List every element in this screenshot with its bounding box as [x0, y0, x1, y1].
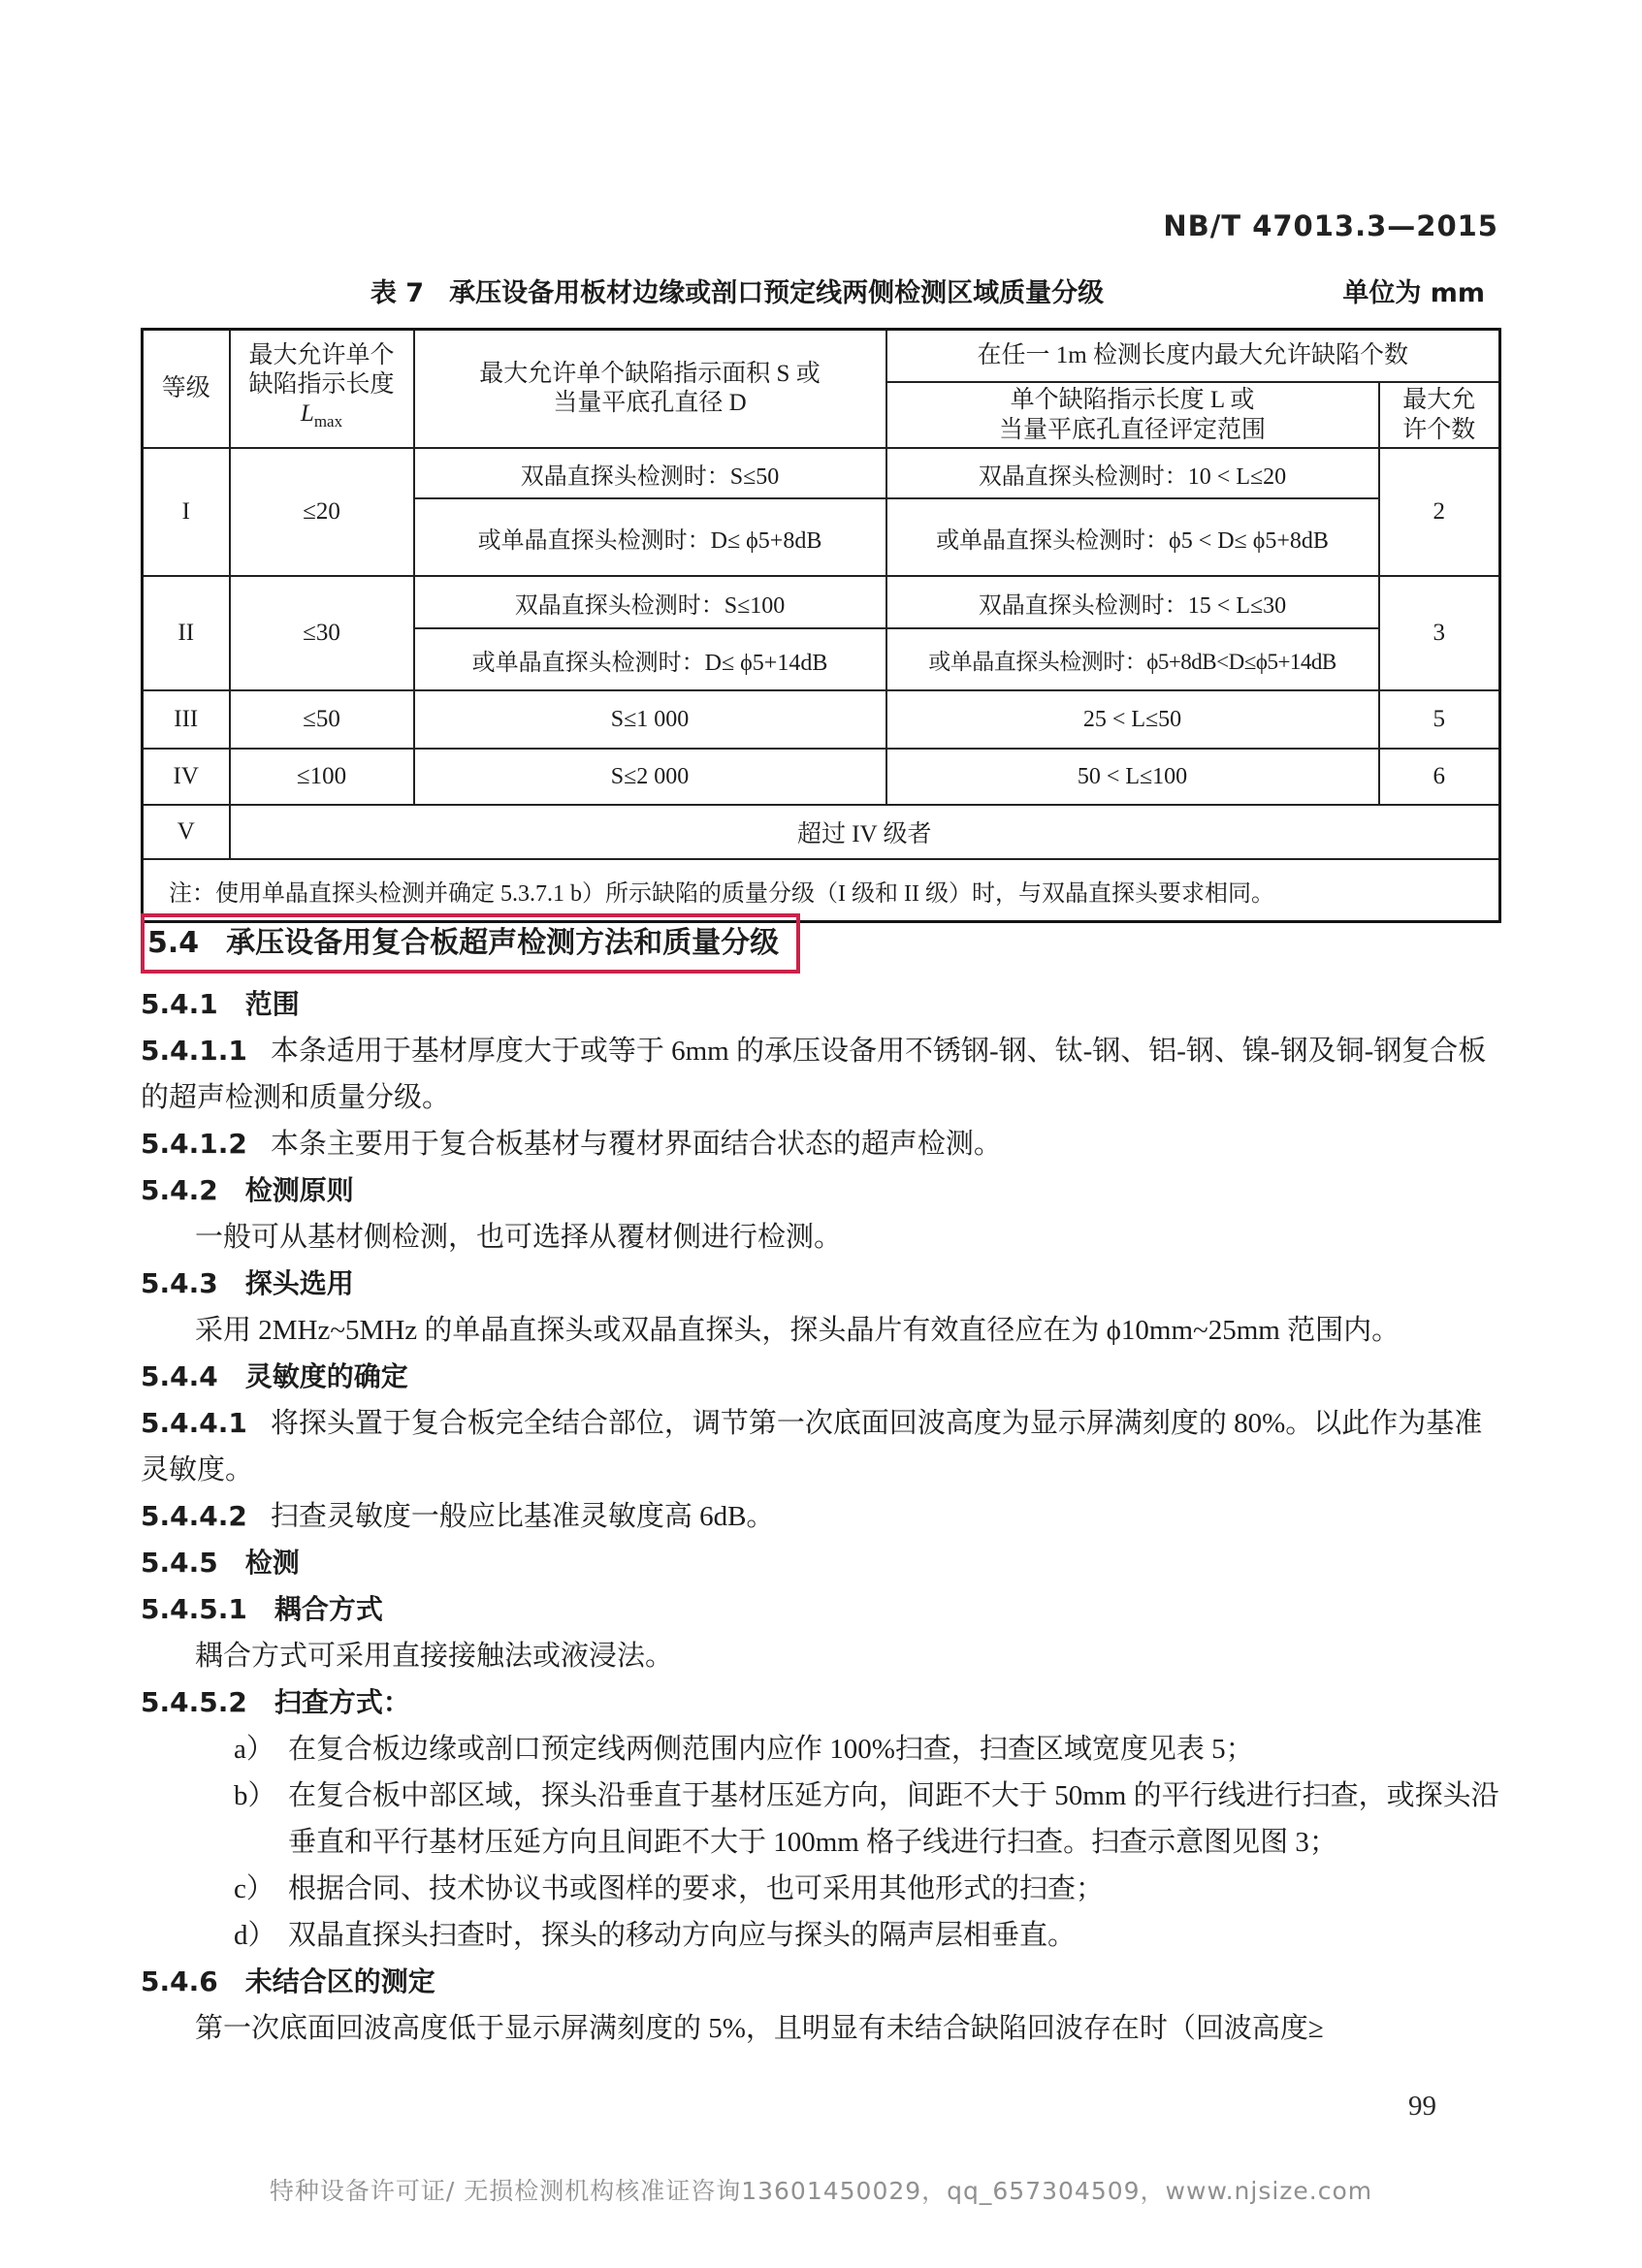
body-sections [141, 913, 1502, 2052]
cell-area-3: S≤1 000 [414, 690, 886, 749]
section-title: 未结合区的测定 [244, 1965, 435, 1997]
clause-text: 本条主要用于复合板基材与覆材界面结合状态的超声检测。 [270, 1129, 1002, 1160]
th-max-length-line2: 缺陷指示长度 [248, 371, 395, 398]
section-heading-5-4-5-2 [141, 1679, 1502, 1726]
cell-count-2: 3 [1379, 576, 1500, 690]
table-caption-title: 承压设备用板材边缘或剖口预定线两侧检测区域质量分级 [449, 278, 1105, 308]
paragraph: 耦合方式可采用直接接触法或液浸法。 [195, 1641, 674, 1672]
cell-count-3: 5 [1379, 690, 1500, 749]
cell-range-3: 25 < L≤50 [886, 690, 1379, 749]
section-number: 5.4.5.2 [141, 1686, 247, 1718]
standard-number: NB/T 47013.3—2015 [1163, 209, 1498, 242]
cell-range-dual-1: 双晶直探头检测时：10 < L≤20 [886, 448, 1379, 498]
section-number: 5.4.2 [141, 1174, 218, 1206]
list-text: 双晶直探头扫查时，探头的移动方向应与探头的隔声层相垂直。 [288, 1920, 1077, 1951]
section-number: 5.4.5 [141, 1547, 218, 1579]
clause-5-4-1-2 [141, 1121, 1502, 1167]
section-title: 扫查方式： [274, 1686, 410, 1718]
section-number: 5.4.6 [141, 1965, 218, 1997]
table-note: 注：使用单晶直探头检测并确定 5.3.7.1 b）所示缺陷的质量分级（I 级和 II 级）时，与双晶直探头要求相同。 [143, 859, 1500, 922]
paragraph: 一般可从基材侧检测，也可选择从覆材侧进行检测。 [195, 1222, 843, 1253]
cell-count-1: 2 [1379, 448, 1500, 576]
th-max-length-symbol [233, 399, 411, 436]
list-marker: a） [234, 1734, 274, 1765]
clause-5-4-4-2 [141, 1493, 1502, 1540]
clause-number: 5.4.1.2 [141, 1128, 247, 1160]
list-marker: d） [234, 1920, 276, 1951]
section-title: 检测 [244, 1547, 300, 1579]
list-marker: b） [234, 1780, 276, 1811]
section-number: 5.4.4 [141, 1360, 218, 1392]
table-caption-label: 表 7 [370, 278, 425, 308]
cell-grade-4: IV [143, 749, 230, 805]
th-count-line1: 最大允 [1402, 387, 1476, 413]
th-per-meter-group: 在任一 1m 检测长度内最大允许缺陷个数 [886, 330, 1500, 383]
lmax-variable: L [300, 400, 314, 427]
clause-number: 5.4.4.2 [141, 1500, 247, 1532]
section-number: 5.4 [147, 926, 200, 960]
cell-area-single-2: 或单晶直探头检测时：D≤ ϕ5+14dB [414, 628, 886, 690]
red-highlight-box [141, 913, 800, 974]
clause-5-4-4-1 [141, 1400, 1502, 1493]
footer-watermark: 特种设备许可证/ 无损检测机构核准证咨询13601450029，qq_657304509，www.njsize.com [269, 2177, 1373, 2205]
th-range [886, 382, 1379, 448]
cell-range-dual-2: 双晶直探头检测时：15 < L≤30 [886, 576, 1379, 628]
section-title: 承压设备用复合板超声检测方法和质量分级 [226, 926, 780, 960]
cell-lmax-4: ≤100 [230, 749, 414, 805]
section-number: 5.4.3 [141, 1267, 218, 1299]
cell-grade-3: III [143, 690, 230, 749]
list-item-d [141, 1912, 1502, 1959]
section-heading-5-4-6 [141, 1959, 1502, 2005]
section-title: 范围 [244, 988, 300, 1020]
th-area [414, 330, 886, 449]
cell-count-4: 6 [1379, 749, 1500, 805]
cell-grade-5-span: 超过 IV 级者 [230, 805, 1500, 859]
table-caption-main [141, 272, 1498, 309]
clause-number: 5.4.4.1 [141, 1407, 247, 1439]
section-heading-5-4-5-1 [141, 1586, 1502, 1633]
clause-text: 扫查灵敏度一般应比基准灵敏度高 6dB。 [270, 1501, 775, 1532]
cell-lmax-3: ≤50 [230, 690, 414, 749]
cell-area-4: S≤2 000 [414, 749, 886, 805]
section-title: 灵敏度的确定 [244, 1360, 408, 1392]
list-text: 在复合板中部区域，探头沿垂直于基材压延方向，间距不大于 50mm 的平行线进行扫查，或探头沿垂直和平行基材压延方向且间距不大于 100mm 格子线进行扫查。扫查示意图见图 3； [288, 1780, 1499, 1858]
th-count [1379, 382, 1500, 448]
th-grade: 等级 [143, 330, 230, 449]
cell-area-dual-1: 双晶直探头检测时：S≤50 [414, 448, 886, 498]
section-heading-5-4-4 [141, 1354, 1502, 1400]
cell-range-single-2: 或单晶直探头检测时：ϕ5+8dB<D≤ϕ5+14dB [886, 628, 1379, 690]
list-text: 在复合板边缘或剖口预定线两侧范围内应作 100%扫查，扫查区域宽度见表 5； [288, 1734, 1254, 1765]
th-area-line2: 当量平底孔直径 D [553, 390, 747, 416]
table-caption-unit: 单位为 mm [1342, 278, 1485, 308]
section-heading-5-4-5 [141, 1540, 1502, 1586]
section-heading-5-4-2 [141, 1167, 1502, 1214]
quality-grading-table [141, 328, 1501, 923]
section-title: 检测原则 [244, 1174, 354, 1206]
paragraph: 采用 2MHz~5MHz 的单晶直探头或双晶直探头，探头晶片有效直径应在为 ϕ10mm~25mm 范围内。 [195, 1315, 1401, 1346]
paragraph: 第一次底面回波高度低于显示屏满刻度的 5%，且明显有未结合缺陷回波存在时（回波高度≥ [195, 2013, 1324, 2044]
clause-text: 将探头置于复合板完全结合部位，调节第一次底面回波高度为显示屏满刻度的 80%。以此作为基准灵敏度。 [141, 1408, 1483, 1485]
th-area-line1: 最大允许单个缺陷指示面积 S 或 [479, 361, 821, 387]
list-item-b [141, 1773, 1502, 1866]
th-count-line2: 许个数 [1402, 417, 1476, 443]
th-range-line2: 当量平底孔直径评定范围 [998, 417, 1266, 443]
th-max-length-line1: 最大允许单个 [248, 342, 395, 368]
section-title: 耦合方式 [274, 1593, 383, 1625]
clause-text: 本条适用于基材厚度大于或等于 6mm 的承压设备用不锈钢-钢、钛-钢、铝-钢、镍-钢及铜-钢复合板的超声检测和质量分级。 [141, 1036, 1487, 1113]
section-title: 探头选用 [244, 1267, 354, 1299]
cell-lmax-1: ≤20 [230, 448, 414, 576]
section-heading-5-4-3 [141, 1261, 1502, 1307]
section-number: 5.4.5.1 [141, 1593, 247, 1625]
list-item-a [141, 1726, 1502, 1773]
lmax-subscript: max [313, 412, 343, 431]
cell-range-4: 50 < L≤100 [886, 749, 1379, 805]
section-heading-5-4 [141, 913, 1502, 974]
th-max-length [230, 330, 414, 449]
cell-grade-1: I [143, 448, 230, 576]
cell-area-dual-2: 双晶直探头检测时：S≤100 [414, 576, 886, 628]
section-number: 5.4.1 [141, 988, 218, 1020]
clause-5-4-1-1 [141, 1028, 1502, 1121]
section-heading-5-4-1 [141, 981, 1502, 1028]
cell-area-single-1: 或单晶直探头检测时：D≤ ϕ5+8dB [414, 498, 886, 576]
cell-grade-5: V [143, 805, 230, 859]
list-marker: c） [234, 1873, 274, 1904]
list-text: 根据合同、技术协议书或图样的要求，也可采用其他形式的扫查； [288, 1873, 1105, 1904]
clause-number: 5.4.1.1 [141, 1035, 247, 1067]
th-range-line1: 单个缺陷指示长度 L 或 [1010, 387, 1255, 413]
cell-grade-2: II [143, 576, 230, 690]
cell-lmax-2: ≤30 [230, 576, 414, 690]
table-caption [141, 272, 1498, 314]
cell-range-single-1: 或单晶直探头检测时：ϕ5 < D≤ ϕ5+8dB [886, 498, 1379, 576]
page-number: 99 [1408, 2091, 1436, 2122]
list-item-c [141, 1866, 1502, 1912]
